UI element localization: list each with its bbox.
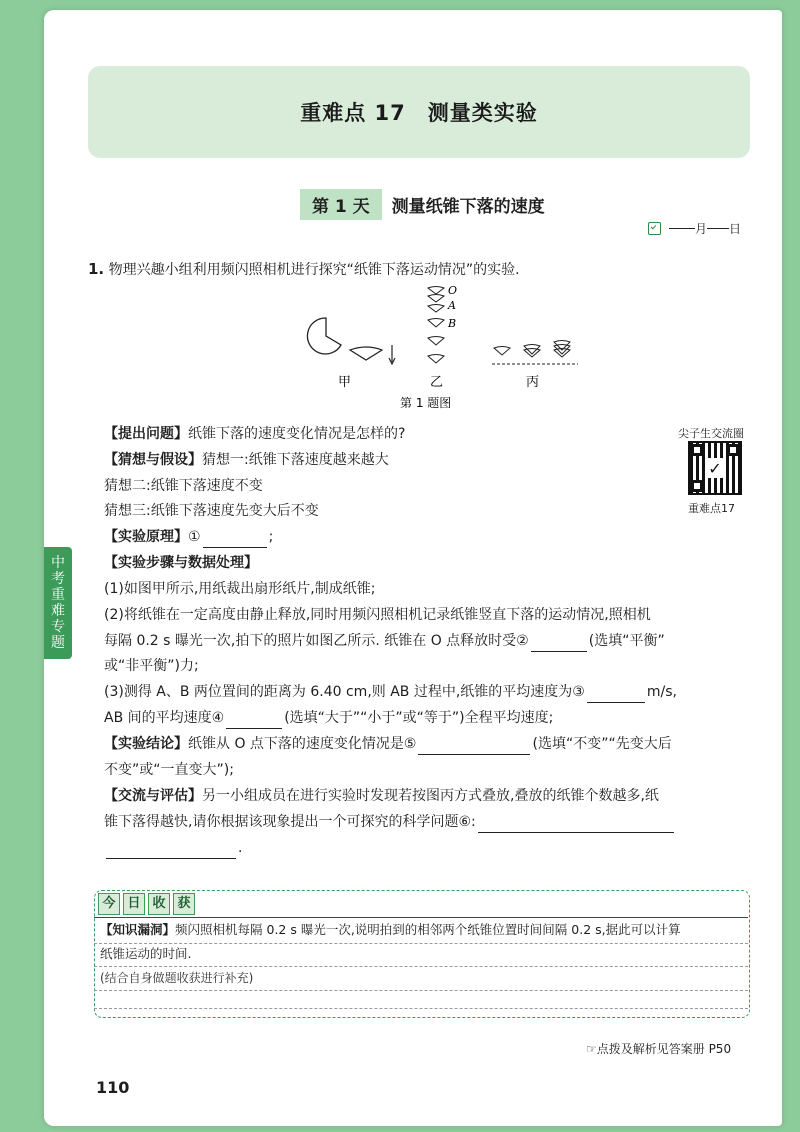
principle-end: ; xyxy=(268,529,274,545)
side-tab xyxy=(44,547,72,659)
harvest-rule xyxy=(94,990,748,991)
step-two-b-hint: (选填“平衡” xyxy=(588,633,665,649)
side-tab-char: 题 xyxy=(51,635,65,651)
point-a-label: A xyxy=(448,299,456,312)
evaluation-question-text: 锥下落得越快,请你根据该现象提出一个可探究的科学问题⑥: xyxy=(104,814,476,830)
tag-evaluation: 【交流与评估】 xyxy=(104,788,202,804)
side-tab-char: 重 xyxy=(51,587,65,603)
evaluation-question xyxy=(104,811,676,833)
evaluation-text: 另一小组成员在进行实验时发现若按图丙方式叠放,叠放的纸锥个数越多,纸 xyxy=(202,788,659,804)
answer-blank-2[interactable] xyxy=(531,635,587,652)
hypothesis-two: 猜想二:纸锥下落速度不变 xyxy=(104,478,263,494)
unit-ms: m/s, xyxy=(646,684,677,700)
step-three-a-text: (3)测得 A、B 两位置间的距离为 6.40 cm,则 AB 过程中,纸锥的平均速度为③ xyxy=(104,684,585,700)
harvest-title-char: 获 xyxy=(173,893,195,915)
answer-blank-3[interactable] xyxy=(587,686,645,703)
figure-cones xyxy=(280,282,600,412)
step-three-a xyxy=(104,681,677,703)
harvest-text-1: 频闪照相机每隔 0.2 s 曝光一次,说明拍到的相邻两个纸锥位置时间间隔 0.2 s,据此可以计算 xyxy=(175,922,681,937)
tag-conclusion: 【实验结论】 xyxy=(104,736,188,752)
harvest-line-1 xyxy=(100,920,681,940)
step-two-a: (2)将纸锥在一定高度由静止释放,同时用频闪照相机记录纸锥竖直下落的运动情况,照相机 xyxy=(104,607,651,623)
step-three-b-hint: (选填“大于”“小于”或“等于”)全程平均速度; xyxy=(284,710,554,726)
day-title: 测量纸锥下落的速度 xyxy=(391,196,545,217)
conclusion-hint-end: 不变”或“一直变大”); xyxy=(104,762,234,778)
label-bing: 丙 xyxy=(526,375,540,390)
step-two-c: 或“非平衡”)力; xyxy=(104,658,199,674)
month-label: 月 xyxy=(695,222,708,236)
day-label-text: 日 xyxy=(729,222,742,236)
day-heading xyxy=(300,190,545,218)
answer-blank-6b[interactable] xyxy=(106,842,236,859)
qr-bottom-caption: 重难点17 xyxy=(688,502,735,515)
answer-blank-6a[interactable] xyxy=(478,816,674,833)
step-three-b xyxy=(104,707,553,729)
question-intro-text: 物理兴趣小组利用频闪照相机进行探究“纸锥下落运动情况”的实验. xyxy=(108,262,520,278)
strobe-cones xyxy=(428,287,444,364)
harvest-note: (结合自身做题收获进行补充) xyxy=(100,971,254,985)
label-jia: 甲 xyxy=(338,375,352,390)
figure-caption: 第 1 题图 xyxy=(400,396,452,410)
line-conclusion xyxy=(104,733,672,755)
tag-hypothesis: 【猜想与假设】 xyxy=(104,452,202,468)
answer-blank-1[interactable] xyxy=(203,531,267,548)
answer-reference: ☞点拨及解析见答案册 P50 xyxy=(586,1042,732,1056)
line-principle xyxy=(104,526,273,548)
step-two-b xyxy=(104,630,665,652)
harvest-divider xyxy=(94,917,748,918)
tag-ask-question: 【提出问题】 xyxy=(104,426,188,442)
line-evaluation xyxy=(104,785,659,807)
banner-prefix: 重难点 17 xyxy=(300,101,406,125)
harvest-rule xyxy=(94,943,748,944)
answer-blank-5[interactable] xyxy=(418,738,530,755)
day-blank xyxy=(707,228,729,229)
harvest-title-char: 收 xyxy=(148,893,170,915)
harvest-tag: 【知识漏洞】 xyxy=(100,922,176,937)
blank-marker-1: ① xyxy=(188,529,201,545)
point-o-label: O xyxy=(448,284,458,297)
month-blank xyxy=(669,228,695,229)
harvest-rule xyxy=(94,966,748,967)
conclusion-hint: (选填“不变”“先变大后 xyxy=(532,736,672,752)
date-field xyxy=(648,220,741,237)
hypothesis-one: 猜想一:纸锥下落速度越来越大 xyxy=(202,452,389,468)
side-tab-char: 中 xyxy=(51,555,65,571)
topic-banner xyxy=(88,66,750,158)
side-tab-char: 难 xyxy=(51,603,65,619)
point-b-label: B xyxy=(448,317,457,330)
sector-paper-shape xyxy=(307,318,341,354)
step-two-b-text: 每隔 0.2 s 曝光一次,拍下的照片如图乙所示. 纸锥在 O 点释放时受② xyxy=(104,633,529,649)
hypothesis-three: 猜想三:纸锥下落速度先变大后不变 xyxy=(104,503,319,519)
line-hypothesis xyxy=(104,449,389,471)
step-one: (1)如图甲所示,用纸裁出扇形纸片,制成纸锥; xyxy=(104,581,376,597)
evaluation-period: . xyxy=(238,840,243,856)
side-tab-char: 考 xyxy=(51,571,65,587)
calendar-check-icon xyxy=(648,222,661,235)
label-yi: 乙 xyxy=(430,375,444,390)
banner-title: 测量类实验 xyxy=(427,101,538,125)
harvest-text-2: 纸锥运动的时间. xyxy=(100,946,192,961)
paper-cone-jia xyxy=(350,347,382,360)
side-tab-char: 专 xyxy=(51,619,65,635)
conclusion-text: 纸锥从 O 点下落的速度变化情况是⑤ xyxy=(188,736,417,752)
harvest-title-char: 今 xyxy=(98,893,120,915)
step-three-b-text: AB 间的平均速度④ xyxy=(104,710,225,726)
tag-steps: 【实验步骤与数据处理】 xyxy=(104,555,258,571)
line-ask-question xyxy=(104,423,405,445)
tag-principle: 【实验原理】 xyxy=(104,529,188,545)
evaluation-end xyxy=(104,837,242,859)
line-steps-heading xyxy=(104,552,258,574)
harvest-rule xyxy=(94,1008,748,1009)
answer-blank-4[interactable] xyxy=(226,712,282,729)
ask-question-text: 纸锥下落的速度变化情况是怎样的? xyxy=(188,426,406,442)
checkmark-icon: ✓ xyxy=(705,458,725,478)
harvest-title-char: 日 xyxy=(123,893,145,915)
question-intro xyxy=(88,258,520,281)
day-label: 第 1 天 xyxy=(300,189,382,220)
question-number: 1. xyxy=(88,260,105,278)
harvest-title xyxy=(98,893,198,915)
qr-code[interactable] xyxy=(688,441,742,495)
stacked-cones xyxy=(494,341,570,358)
page-number: 110 xyxy=(96,1078,130,1097)
qr-top-caption: 尖子生交流圈 xyxy=(678,427,744,440)
